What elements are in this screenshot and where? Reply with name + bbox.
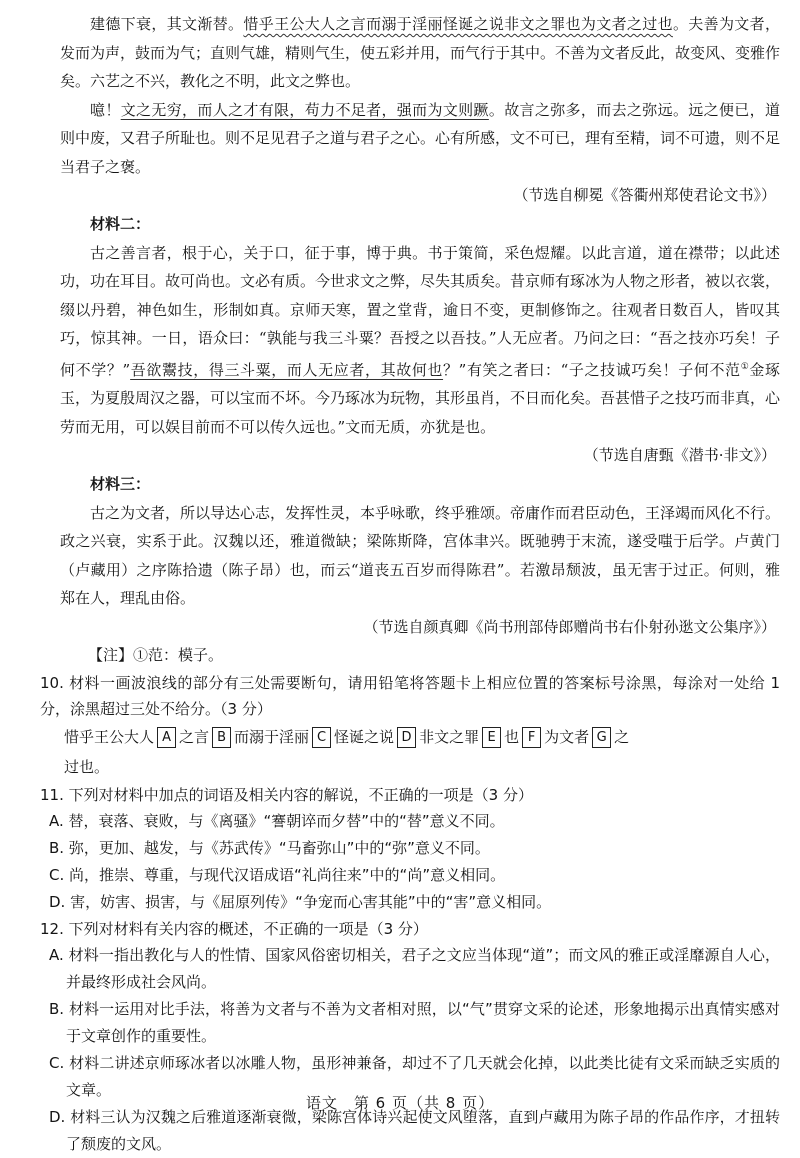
question-11-stem: 11. 下列对材料中加点的词语及相关内容的解说，不正确的一项是（3 分） — [40, 785, 533, 804]
text-segment: 金琢玉，为夏殷周汉之器，可以宝而不坏。今乃琢冰为玩物，其形虽肖，不日而化矣。吾甚惜子之技巧而非真，心劳而无用，可以娱目前而不可以传久远也。”文而无质，亦犹是也。 — [60, 360, 781, 436]
sentence-segment: 之 — [614, 727, 630, 746]
footnote-mark: ① — [740, 361, 750, 372]
answer-box-e[interactable]: E — [482, 727, 501, 748]
sentence-segment: 怪诞之说 — [334, 727, 395, 746]
question-11-option-c[interactable]: C. 尚，推崇、尊重，与现代汉语成语“礼尚往来”中的“尚”意义相同。 — [49, 865, 506, 884]
text-segment: 建德下衰，其文渐替。 — [90, 15, 244, 33]
material2-source: （节选自唐甄《潜书·非文》） — [583, 446, 776, 464]
material2-heading: 材料二： — [90, 214, 151, 233]
question-12-option-a[interactable]: A. 材料一指出教化与人的性情、国家风俗密切相关，君子之文应当体现“道”；而文风的雅正或淫靡源自人心，并最终形成社会风尚。 — [49, 945, 780, 991]
sentence-segment: 惜乎王公大人 — [64, 727, 155, 746]
question-10-sentence — [40, 722, 780, 752]
question-12-option-d[interactable]: D. 材料三认为汉魏之后雅道逐渐衰微，梁陈宫体诗兴起使文风堕落，直到卢藏用为陈子昂的作品作序，才扭转了颓废的文风。 — [49, 1107, 780, 1153]
question-10-stem: 10. 材料一画波浪线的部分有三处需要断句，请用铅笔将答题卡上相应位置的答案标号涂黑，每涂对一处给 1 分，涂黑超过三处不给分。（3 分） — [40, 673, 780, 718]
underlined-text: 吾欲鬻技，得三斗粟，而人无应者，其故何也 — [130, 360, 444, 379]
sentence-segment: 非文之罪 — [419, 727, 480, 746]
question-10-sentence-tail: 过也。 — [64, 757, 110, 776]
question-12-stem: 12. 下列对材料有关内容的概述，不正确的一项是（3 分） — [40, 919, 428, 938]
answer-box-g[interactable]: G — [592, 727, 611, 748]
answer-box-c[interactable]: C — [312, 727, 331, 748]
answer-box-f[interactable]: F — [522, 727, 541, 748]
material1-paragraph1 — [60, 10, 780, 96]
question-12-option-c[interactable]: C. 材料二讲述京师琢冰者以冰雕人物，虽形神兼备，却过不了几天就会化掉，以此类比徒有文采而缺乏实质的文章。 — [49, 1053, 780, 1099]
material2-paragraph — [60, 239, 780, 442]
exam-page — [40, 10, 781, 1158]
material3-paragraph: 古之为文者，所以导达心志，发挥性灵，本乎咏歌，终乎雅颂。帝庸作而君臣动色，王泽竭而风化不行。政之兴衰，实系于此。汉魏以还，雅道微缺；梁陈斯降，宫体聿兴。既驰骋于末流，遂受嗤于后学。卢黄门（卢藏用）之序陈拾遗（陈子昂）也，而云“道丧五百岁而得陈君”。若激昂颓波，虽无害于过正。何则，雅郑在人，理乱由俗。 — [60, 503, 781, 607]
sentence-segment: 而溺于淫丽 — [234, 727, 310, 746]
question-11-option-a[interactable]: A. 替，衰落、衰败，与《离骚》“謇朝谇而夕替”中的“替”意义不同。 — [49, 811, 505, 830]
question-11-option-b[interactable]: B. 弥，更加、越发，与《苏武传》“马畜弥山”中的“弥”意义不同。 — [49, 838, 490, 857]
answer-box-b[interactable]: B — [212, 727, 231, 748]
questions — [40, 670, 780, 1158]
material3-heading: 材料三： — [90, 474, 151, 493]
material3-source: （节选自颜真卿《尚书刑部侍郎赠尚书右仆射孙逖文公集序》） — [363, 617, 776, 636]
footnote: 【注】①范：模子。 — [88, 646, 224, 664]
text-segment: 。夫善为文者，发而为声，鼓而为气；直则气雄，精则气生，使五彩并用，而气行于其中。不善为文者反此，故变风、变雅作矣。六艺之不兴，教化之不明，此文之弊也。 — [60, 15, 781, 90]
answer-box-d[interactable]: D — [397, 727, 416, 748]
sentence-segment: 为文者 — [544, 727, 590, 746]
question-11-option-d[interactable]: D. 害，妨害、损害，与《屈原列传》“争宠而心害其能”中的“害”意义相同。 — [49, 892, 552, 911]
sentence-segment: 之言 — [179, 727, 210, 746]
text-segment: 。故言之弥多，而去之弥远。远之便已，道则中废，又君子所耻也。则不足见君子之道与君子之心。心有所感，文不可已，理有至精，词不可遗，则不足当君子之褒。 — [60, 100, 781, 176]
sentence-segment: 也 — [504, 727, 520, 746]
text-segment: ？”有笑之者曰：“子之技诚巧矣！子何不范 — [443, 360, 741, 379]
answer-box-a[interactable]: A — [157, 727, 176, 748]
text-segment: 噫！ — [90, 100, 121, 119]
wavy-underlined-text: 惜乎王公大人之言而溺于淫丽怪诞之说非文之罪也为文者之过也 — [243, 15, 673, 33]
material1-paragraph2 — [60, 96, 780, 182]
material1-source: （节选自柳冕《答衢州郑使君论文书》） — [513, 186, 776, 204]
underlined-text: 文之无穷，而人之才有限，苟力不足者，强而为文则蹶 — [120, 100, 489, 119]
page-footer: 语文 第 6 页（共 8 页） — [305, 1094, 495, 1112]
question-12-option-b[interactable]: B. 材料一运用对比手法，将善为文者与不善为文者相对照，以“气”贯穿文采的论述，形象地揭示出真情实感对于文章创作的重要性。 — [49, 999, 780, 1045]
text-segment: 古之善言者，根于心，关于口，征于事，博于典。书于策简，采色煜耀。以此言道，道在襟带；以此述功，功在耳目。故可尚也。文必有质。今世求文之弊，尽失其质矣。昔京师有琢冰为人物之形者，被以衣裳，缀以丹碧，神色如生，形制如真。京师天寒，置之堂背，逾日不变，更制修饰之。往观者日数百人，皆叹其巧，惊其神。一日，语众曰：“孰能与我三斗粟？吾授之以吾技。”人无应者。乃问之曰：“吾之技亦巧矣！子何不学？” — [60, 243, 781, 379]
